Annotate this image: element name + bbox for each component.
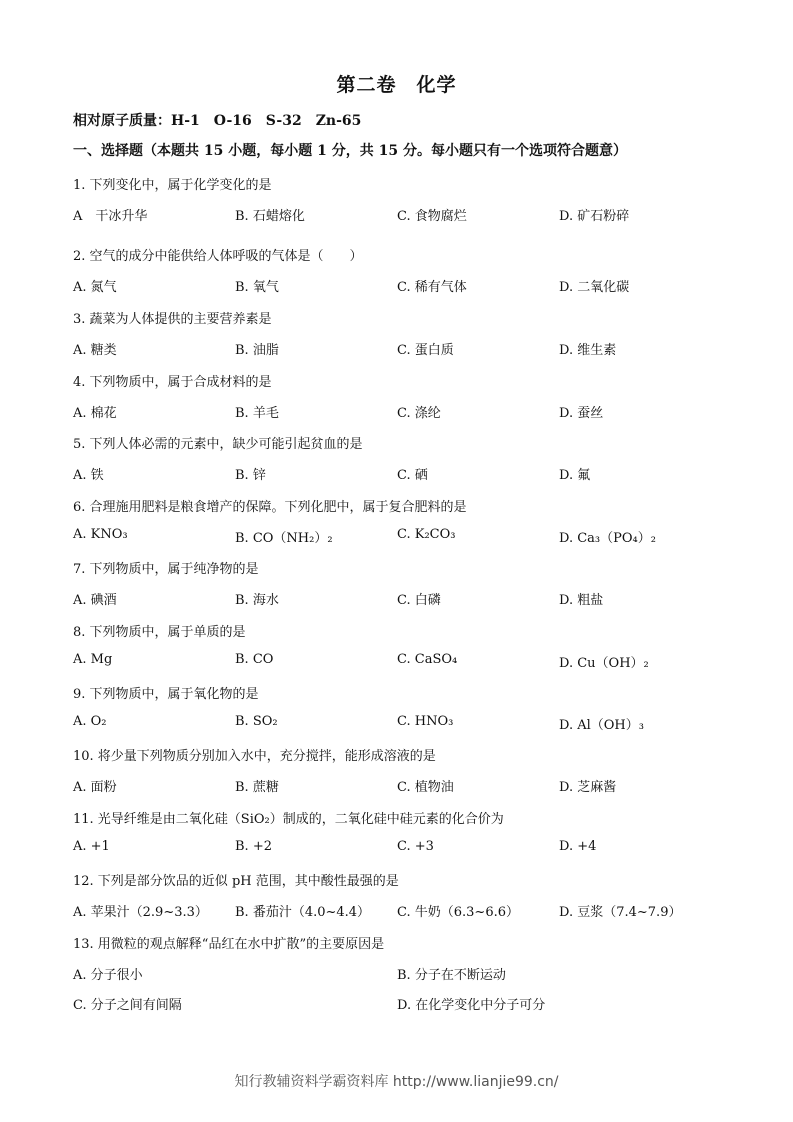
option-b: B. CO（NH₂）₂ bbox=[235, 531, 333, 546]
option-a: A. 氮气 bbox=[73, 280, 117, 295]
question-options-7 bbox=[0, 589, 793, 609]
question-options-8 bbox=[0, 652, 793, 672]
question-options-3 bbox=[0, 339, 793, 359]
option-b: B. 锌 bbox=[235, 468, 266, 483]
option-b: B. 羊毛 bbox=[235, 406, 279, 421]
option-b: B. 氧气 bbox=[235, 280, 279, 295]
option-a: A. 铁 bbox=[73, 468, 104, 483]
option-d: D. 芝麻酱 bbox=[559, 780, 617, 795]
option-d: D. 蚕丝 bbox=[559, 406, 604, 421]
question-options-4 bbox=[0, 402, 793, 422]
option-c: C. 蛋白质 bbox=[397, 343, 454, 358]
option-d: D. 氟 bbox=[559, 468, 591, 483]
question-stem-9: 9. 下列物质中，属于氧化物的是 bbox=[73, 687, 259, 702]
option-a: A. 糖类 bbox=[73, 343, 117, 358]
option-c: C. +3 bbox=[397, 839, 434, 854]
question-stem-12: 12. 下列是部分饮品的近似 pH 范围，其中酸性最强的是 bbox=[73, 874, 399, 889]
question-stem-6: 6. 合理施用肥料是粮食增产的保障。下列化肥中，属于复合肥料的是 bbox=[73, 500, 467, 515]
option-a: A. KNO₃ bbox=[73, 527, 128, 542]
option-b: B. 蔗糖 bbox=[235, 780, 279, 795]
option-b: B. 油脂 bbox=[235, 343, 279, 358]
option-a: A. 面粉 bbox=[73, 780, 117, 795]
question-options-5 bbox=[0, 464, 793, 484]
option-d: D. +4 bbox=[559, 839, 597, 854]
option-d: D. 维生素 bbox=[559, 343, 617, 358]
question-options-2 bbox=[0, 276, 793, 296]
option-d: D. 在化学变化中分子可分 bbox=[397, 998, 546, 1013]
footer-watermark: 知行教辅资料学霸资料库 http://www.lianjie99.cn/ bbox=[234, 1074, 559, 1090]
question-stem-10: 10. 将少量下列物质分别加入水中，充分搅拌，能形成溶液的是 bbox=[73, 749, 436, 764]
option-b: B. 石蜡熔化 bbox=[235, 209, 305, 224]
question-options-6 bbox=[0, 527, 793, 547]
question-options-13b bbox=[0, 994, 793, 1014]
option-a: A 干冰升华 bbox=[73, 209, 148, 224]
option-c: C. 食物腐烂 bbox=[397, 209, 467, 224]
question-stem-11: 11. 光导纤维是由二氧化硅（SiO₂）制成的，二氧化硅中硅元素的化合价为 bbox=[73, 812, 504, 827]
option-c: C. 涤纶 bbox=[397, 406, 441, 421]
option-b: B. 番茄汁（4.0~4.4） bbox=[235, 905, 371, 920]
option-c: C. 硒 bbox=[397, 468, 428, 483]
option-a: A. 分子很小 bbox=[73, 968, 143, 983]
option-c: C. 分子之间有间隔 bbox=[73, 998, 182, 1013]
atomic-masses: 相对原子质量：H-1 O-16 S-32 Zn-65 bbox=[73, 113, 362, 129]
option-a: A. 苹果汁（2.9~3.3） bbox=[73, 905, 208, 920]
question-options-10 bbox=[0, 776, 793, 796]
option-d: D. 矿石粉碎 bbox=[559, 209, 630, 224]
question-options-12 bbox=[0, 901, 793, 921]
question-options-1 bbox=[0, 205, 793, 225]
option-d: D. Al（OH）₃ bbox=[559, 718, 644, 733]
option-b: B. CO bbox=[235, 652, 274, 667]
option-a: A. Mg bbox=[73, 652, 113, 667]
option-c: C. 稀有气体 bbox=[397, 280, 467, 295]
page-title: 第二卷 化学 bbox=[336, 74, 457, 96]
option-c: C. 植物油 bbox=[397, 780, 454, 795]
option-c: C. CaSO₄ bbox=[397, 652, 458, 667]
option-b: B. 分子在不断运动 bbox=[397, 968, 506, 983]
option-b: B. +2 bbox=[235, 839, 272, 854]
option-c: C. HNO₃ bbox=[397, 714, 454, 729]
question-stem-1: 1. 下列变化中，属于化学变化的是 bbox=[73, 178, 272, 193]
option-c: C. 牛奶（6.3~6.6） bbox=[397, 905, 519, 920]
option-a: A. O₂ bbox=[73, 714, 107, 729]
option-d: D. Ca₃（PO₄）₂ bbox=[559, 531, 656, 546]
option-a: A. 碘酒 bbox=[73, 593, 117, 608]
option-d: D. 粗盐 bbox=[559, 593, 604, 608]
section-heading: 一、选择题（本题共 15 小题，每小题 1 分，共 15 分。每小题只有一个选项符合题意） bbox=[73, 143, 627, 159]
question-stem-8: 8. 下列物质中，属于单质的是 bbox=[73, 625, 246, 640]
option-d: D. 豆浆（7.4~7.9） bbox=[559, 905, 682, 920]
question-stem-2: 2. 空气的成分中能供给人体呼吸的气体是（ ） bbox=[73, 249, 363, 264]
question-options-13a bbox=[0, 964, 793, 984]
question-stem-4: 4. 下列物质中，属于合成材料的是 bbox=[73, 375, 272, 390]
option-b: B. 海水 bbox=[235, 593, 279, 608]
option-a: A. 棉花 bbox=[73, 406, 117, 421]
question-stem-7: 7. 下列物质中，属于纯净物的是 bbox=[73, 562, 259, 577]
option-d: D. 二氧化碳 bbox=[559, 280, 630, 295]
question-options-9 bbox=[0, 714, 793, 734]
question-options-11 bbox=[0, 839, 793, 859]
question-stem-3: 3. 蔬菜为人体提供的主要营养素是 bbox=[73, 312, 272, 327]
option-c: C. K₂CO₃ bbox=[397, 527, 456, 542]
question-stem-5: 5. 下列人体必需的元素中，缺少可能引起贫血的是 bbox=[73, 437, 363, 452]
option-c: C. 白磷 bbox=[397, 593, 441, 608]
question-stem-13: 13. 用微粒的观点解释“品红在水中扩散”的主要原因是 bbox=[73, 937, 385, 952]
option-d: D. Cu（OH）₂ bbox=[559, 656, 649, 671]
option-a: A. +1 bbox=[73, 839, 110, 854]
option-b: B. SO₂ bbox=[235, 714, 278, 729]
